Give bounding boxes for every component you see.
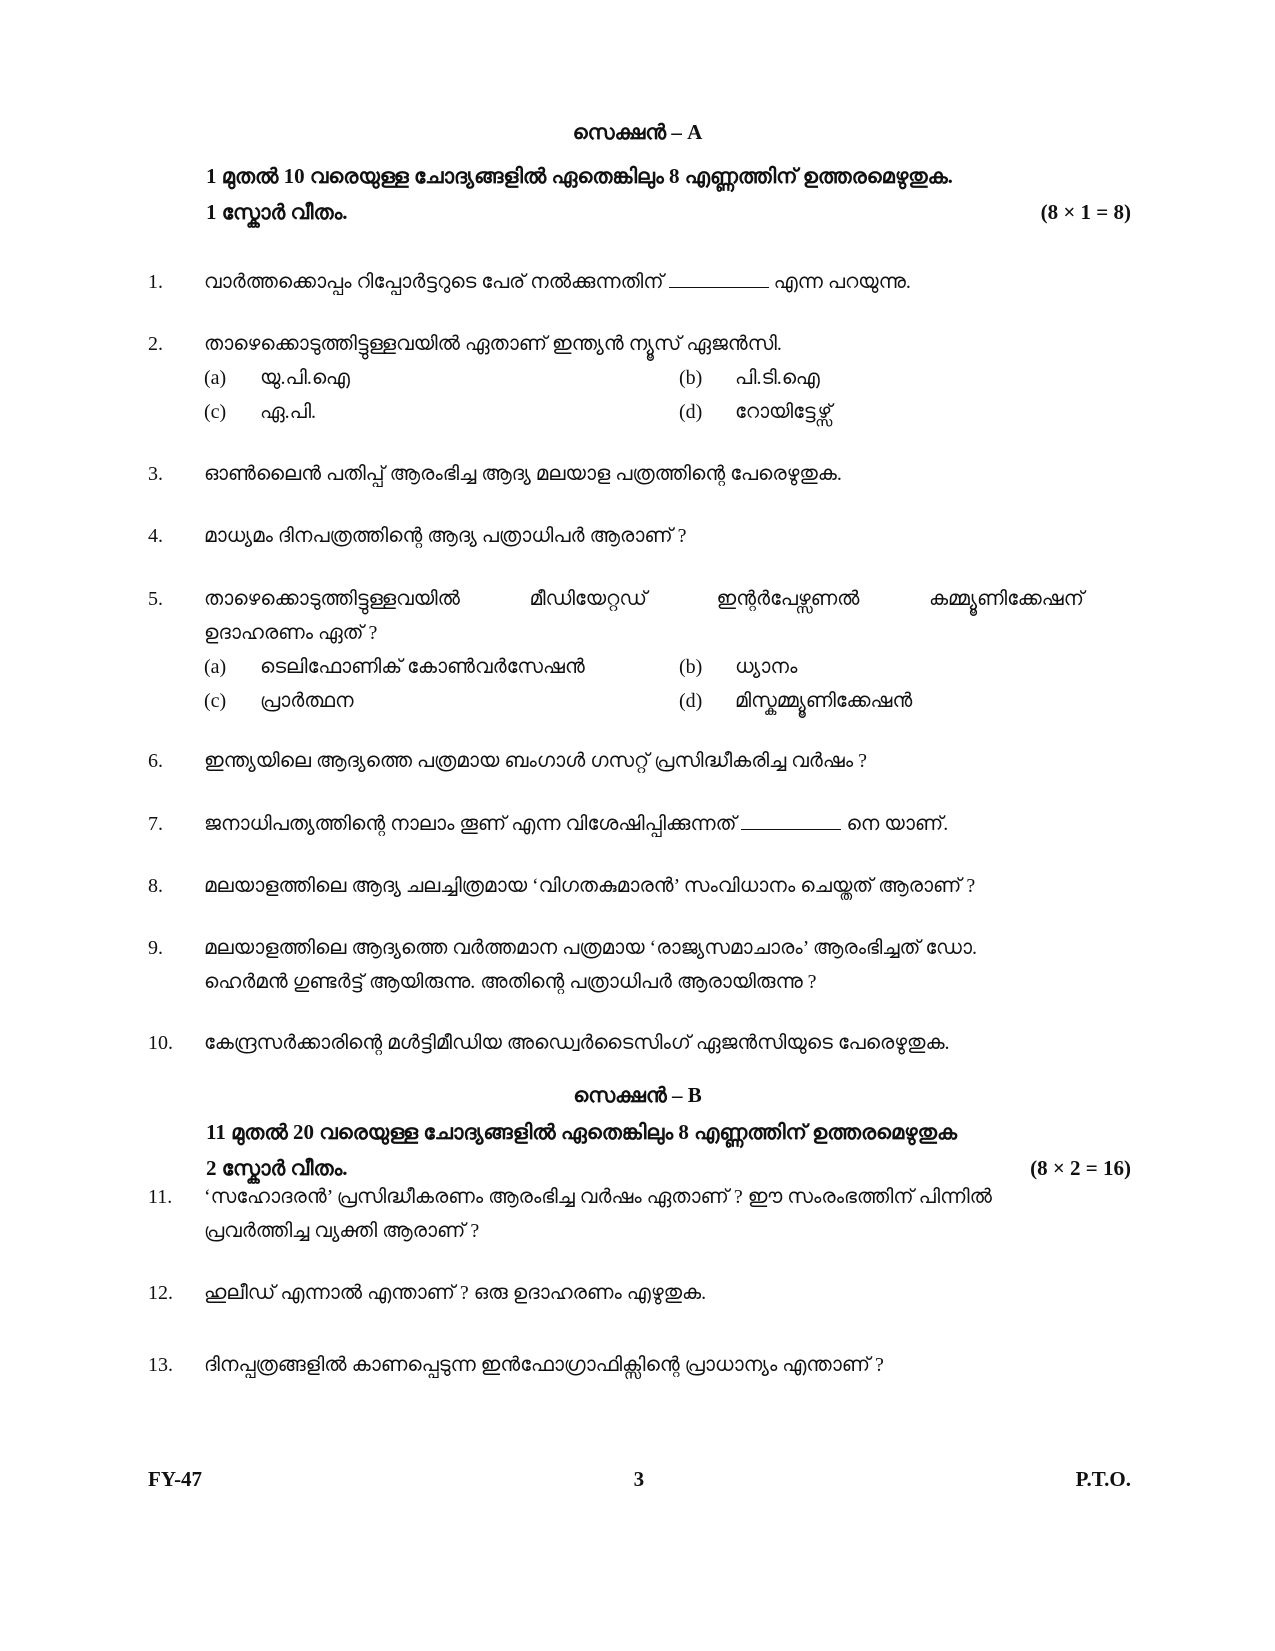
section-a-marks: (8 × 1 = 8) bbox=[1040, 200, 1131, 224]
option-b: (b) ധ്യാനം bbox=[679, 656, 798, 678]
question-number: 3. bbox=[148, 463, 163, 485]
section-b-marks: (8 × 2 = 16) bbox=[1030, 1156, 1131, 1180]
section-b-score-note: 2 സ്കോർ വീതം. bbox=[206, 1156, 348, 1180]
question-number: 12. bbox=[148, 1282, 173, 1304]
paper-code: FY-47 bbox=[148, 1467, 203, 1491]
question-9 bbox=[148, 931, 1088, 999]
option-d: (d) മിസ്കമ്മ്യൂണിക്കേഷൻ bbox=[679, 690, 913, 712]
option-c: (c) ഏ.പി. bbox=[204, 401, 317, 423]
question-text: മാധ്യമം ദിനപത്രത്തിന്റെ ആദ്യ പത്രാധിപർ ആരാണ് ? bbox=[204, 525, 687, 547]
question-number: 11. bbox=[148, 1186, 173, 1208]
question-number: 4. bbox=[148, 525, 163, 547]
options bbox=[204, 361, 1084, 429]
section-a-instructions bbox=[206, 158, 1131, 230]
question-number: 10. bbox=[148, 1032, 173, 1054]
question-text: താഴെക്കൊടുത്തിട്ടുള്ളവയിൽ ഏതാണ് ഇന്ത്യൻ ന്യൂസ് ഏജൻസി. bbox=[204, 333, 782, 355]
question-13 bbox=[148, 1348, 1088, 1382]
question-1 bbox=[148, 265, 1088, 299]
section-b-instructions bbox=[206, 1114, 1131, 1186]
question-number: 7. bbox=[148, 813, 163, 835]
question-number: 5. bbox=[148, 588, 163, 610]
page-number: 3 bbox=[633, 1467, 645, 1491]
section-b-instruction: 11 മുതൽ 20 വരെയുള്ള ചോദ്യങ്ങളിൽ ഏതെങ്കിലും 8 എണ്ണത്തിന് ഉത്തരമെഴുതുക bbox=[206, 1120, 957, 1144]
question-number: 13. bbox=[148, 1354, 173, 1376]
fill-blank bbox=[741, 811, 841, 830]
question-text: മലയാളത്തിലെ ആദ്യ ചലച്ചിത്രമായ ‘വിഗതകുമാരൻ’ സംവിധാനം ചെയ്തത് ആരാണ് ? bbox=[204, 875, 976, 897]
question-2 bbox=[148, 327, 1088, 429]
question-text-line-2: പ്രവർത്തിച്ച വ്യക്തി ആരാണ് ? bbox=[204, 1220, 480, 1242]
question-8 bbox=[148, 869, 1088, 903]
question-4 bbox=[148, 519, 1088, 553]
question-11 bbox=[148, 1180, 1088, 1248]
question-3 bbox=[148, 457, 1088, 491]
question-text: വാർത്തക്കൊപ്പം റിപ്പോർട്ടറുടെ പേര് നൽക്കുന്നതിന് bbox=[204, 271, 664, 293]
question-text: ദിനപ്പത്രങ്ങളിൽ കാണപ്പെടുന്ന ഇൻഫോഗ്രാഫിക്സിന്റെ പ്രാധാന്യം എന്താണ് ? bbox=[204, 1354, 884, 1376]
option-d: (d) റോയിട്ടേഴ്സ് bbox=[679, 401, 833, 423]
question-text-line-1: മലയാളത്തിലെ ആദ്യത്തെ വർത്തമാന പത്രമായ ‘രാജ്യസമാചാരം’ ആരംഭിച്ചത് ഡോ. bbox=[204, 937, 977, 959]
question-text-line-1: താഴെക്കൊടുത്തിട്ടുള്ളവയിൽ മീഡിയേറ്റഡ് ഇന്റർപേഴ്സണൽ കമ്മ്യൂണിക്കേഷന് bbox=[204, 588, 1084, 610]
option-a: (a) യു.പി.ഐ bbox=[204, 367, 350, 389]
question-text-line-1: ‘സഹോദരൻ’ പ്രസിദ്ധീകരണം ആരംഭിച്ച വർഷം ഏതാണ് ? ഈ സംരംഭത്തിന് പിന്നിൽ bbox=[204, 1186, 992, 1208]
options bbox=[204, 650, 1084, 718]
page-footer bbox=[148, 1467, 1131, 1492]
option-b: (b) പി.ടി.ഐ bbox=[679, 367, 820, 389]
question-10 bbox=[148, 1026, 1088, 1060]
section-a-instruction: 1 മുതൽ 10 വരെയുള്ള ചോദ്യങ്ങളിൽ ഏതെങ്കിലും 8 എണ്ണത്തിന് ഉത്തരമെഴുതുക. bbox=[206, 164, 953, 188]
question-number: 1. bbox=[148, 271, 163, 293]
question-text: ഇന്ത്യയിലെ ആദ്യത്തെ പത്രമായ ബംഗാൾ ഗസറ്റ് പ്രസിദ്ധീകരിച്ച വർഷം ? bbox=[204, 750, 867, 772]
question-number: 9. bbox=[148, 937, 163, 959]
question-12 bbox=[148, 1276, 1088, 1310]
question-text: കേന്ദ്രസർക്കാരിന്റെ മൾട്ടിമീഡിയ അഡ്വെർടൈസിംഗ് ഏജൻസിയുടെ പേരെഴുതുക. bbox=[204, 1032, 950, 1054]
pto-label: P.T.O. bbox=[1075, 1467, 1131, 1491]
option-c: (c) പ്രാർത്ഥന bbox=[204, 690, 354, 712]
question-text-after: എന്ന പറയുന്നു. bbox=[773, 271, 911, 293]
question-number: 6. bbox=[148, 750, 163, 772]
question-7 bbox=[148, 807, 1088, 841]
question-text-after: നെ യാണ്. bbox=[846, 813, 949, 835]
section-a-title: സെക്ഷൻ – A bbox=[572, 120, 703, 144]
question-5 bbox=[148, 582, 1088, 718]
question-6 bbox=[148, 744, 1088, 778]
question-text-line-2: ഉദാഹരണം ഏത് ? bbox=[204, 622, 378, 644]
section-a-score-note: 1 സ്കോർ വീതം. bbox=[206, 200, 348, 224]
question-text: ഹുലീഡ് എന്നാൽ എന്താണ് ? ഒരു ഉദാഹരണം എഴുതുക. bbox=[204, 1282, 707, 1304]
option-a: (a) ടെലിഫോണിക് കോൺവർസേഷൻ bbox=[204, 656, 585, 678]
question-text-line-2: ഹെർമൻ ഗുണ്ടർട്ട് ആയിരുന്നു. അതിന്റെ പത്രാധിപർ ആരായിരുന്നു ? bbox=[204, 971, 817, 993]
question-text: ഓൺലൈൻ പതിപ്പ് ആരംഭിച്ച ആദ്യ മലയാള പത്രത്തിന്റെ പേരെഴുതുക. bbox=[204, 463, 842, 485]
question-number: 2. bbox=[148, 333, 163, 355]
question-number: 8. bbox=[148, 875, 163, 897]
question-text: ജനാധിപത്യത്തിന്റെ നാലാം തൂണ് എന്ന വിശേഷിപ്പിക്കുന്നത് bbox=[204, 813, 737, 835]
section-b-title: സെക്ഷൻ – B bbox=[573, 1083, 702, 1107]
fill-blank bbox=[669, 269, 769, 288]
